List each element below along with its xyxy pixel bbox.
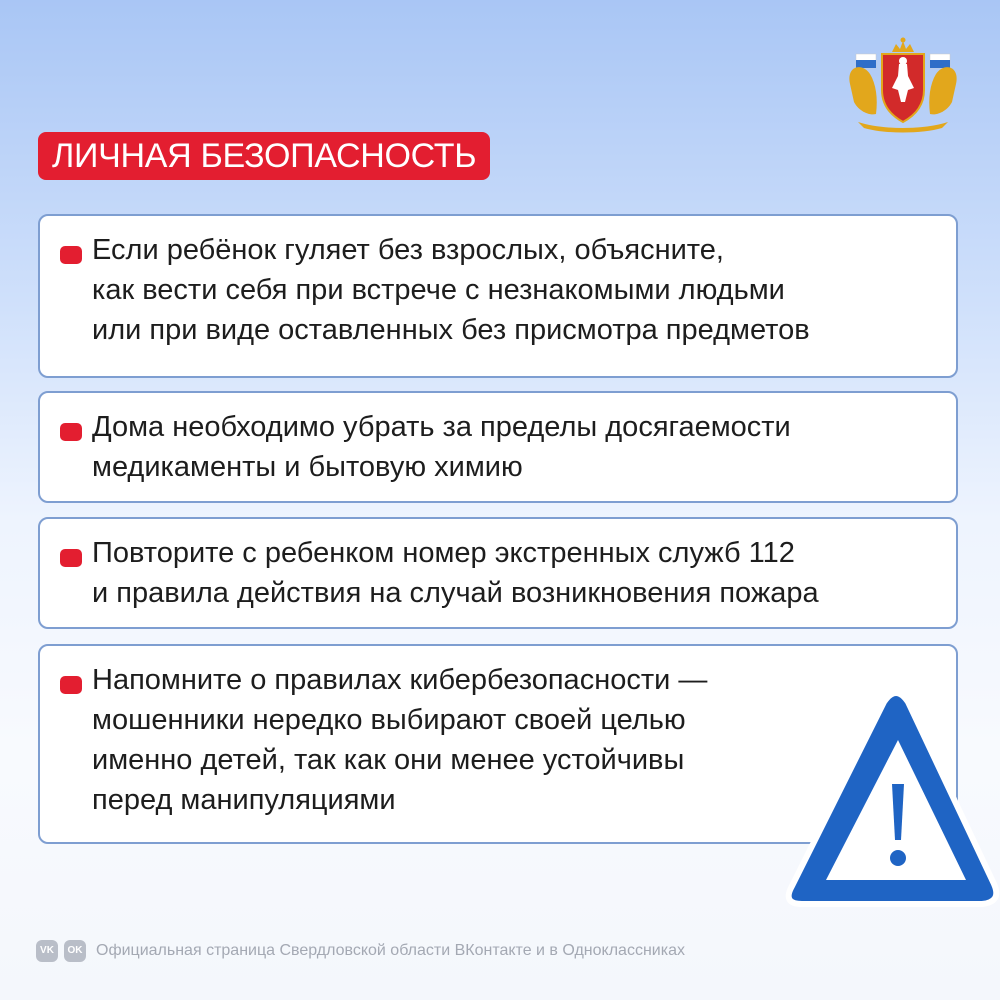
vk-icon[interactable]: VK	[36, 940, 58, 962]
footer-text: Официальная страница Свердловской области ВКонтакте и в Одноклассниках	[96, 942, 685, 959]
red-bullet-icon	[60, 676, 82, 694]
red-bullet-icon	[60, 246, 82, 264]
red-bullet-icon	[60, 549, 82, 567]
safety-tip-card-emergency	[38, 517, 958, 629]
footer	[36, 938, 685, 964]
warning-triangle-icon	[780, 688, 1000, 920]
safety-tip-card-medicine	[38, 391, 958, 503]
page-title: ЛИЧНАЯ БЕЗОПАСНОСТЬ	[38, 132, 490, 180]
safety-tip-card-child-outside	[38, 214, 958, 378]
safety-tip-text: Повторите с ребенком номер экстренных служб 112 и правила действия на случай возникновения пожара	[92, 537, 819, 609]
red-bullet-icon	[60, 423, 82, 441]
coat-of-arms-icon	[842, 36, 964, 134]
odnoklassniki-icon[interactable]: OK	[64, 940, 86, 962]
safety-tip-text: Если ребёнок гуляет без взрослых, объясните, как вести себя при встрече с незнакомыми людьми или при виде оставленных без присмотра предметов	[92, 234, 810, 346]
safety-tip-text: Дома необходимо убрать за пределы досягаемости медикаменты и бытовую химию	[92, 411, 791, 483]
safety-tip-text: Напомните о правилах кибербезопасности — мошенники нередко выбирают своей целью именно детей, так как они менее устойчивы перед манипуляциями	[92, 664, 708, 816]
